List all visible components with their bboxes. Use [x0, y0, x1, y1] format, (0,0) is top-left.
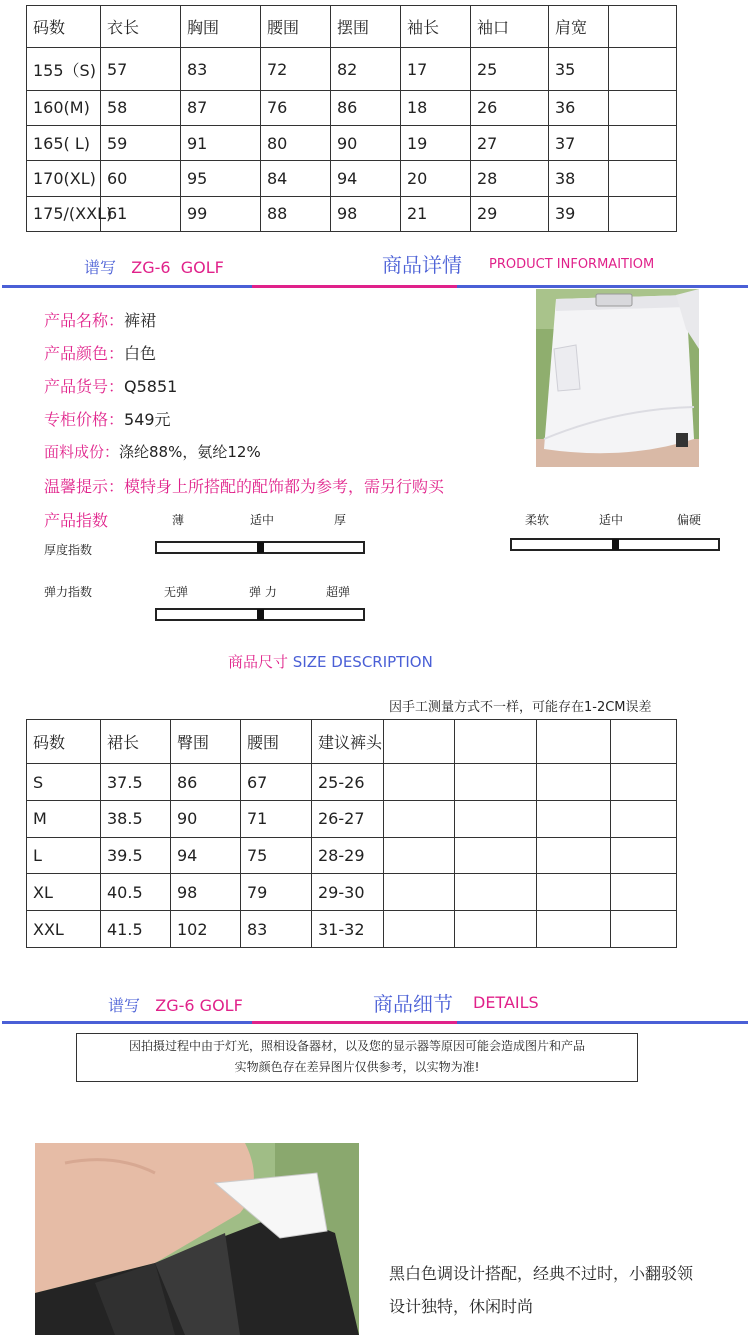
table-row	[27, 764, 677, 801]
thickness-knob	[257, 542, 264, 553]
elastic-label: 弹力指数	[44, 585, 93, 599]
table-header-row	[27, 720, 677, 764]
table-cell	[455, 764, 537, 801]
table-cell: 码数	[27, 6, 101, 48]
table-cell: 27	[471, 126, 549, 161]
size-section-title: 商品尺寸 SIZE DESCRIPTION	[228, 653, 433, 671]
table-cell: 91	[181, 126, 261, 161]
table-cell	[611, 874, 677, 911]
table-cell: 20	[401, 161, 471, 196]
table-cell: 26	[471, 90, 549, 125]
table-cell: 57	[101, 48, 181, 90]
table-cell: 41.5	[101, 911, 171, 948]
table-cell: 99	[181, 196, 261, 231]
table-cell	[455, 720, 537, 764]
table-row	[27, 800, 677, 837]
section-details-rule-right	[457, 1021, 748, 1024]
thickness-scale-low: 薄	[172, 513, 185, 527]
collar-detail-photo	[35, 1143, 359, 1335]
section-info-rule-right	[457, 285, 748, 288]
table-cell: 19	[401, 126, 471, 161]
table-cell: 腰围	[241, 720, 312, 764]
table-cell	[455, 874, 537, 911]
table-row	[27, 126, 677, 161]
table-cell: 76	[261, 90, 331, 125]
table-cell	[609, 6, 677, 48]
table-cell: 28	[471, 161, 549, 196]
section-info-rule-left	[2, 285, 252, 288]
index-title: 产品指数	[44, 511, 109, 530]
table-cell: 39.5	[101, 837, 171, 874]
table-cell: 94	[331, 161, 401, 196]
product-code-row: 产品货号：Q5851	[44, 377, 178, 396]
table-cell	[611, 720, 677, 764]
product-color-row: 产品颜色：白色	[44, 344, 157, 363]
table-cell: 26-27	[312, 800, 384, 837]
table-cell: 88	[261, 196, 331, 231]
table-cell	[384, 874, 455, 911]
table-cell	[611, 764, 677, 801]
table-cell: 175/(XXL)	[27, 196, 101, 231]
table-cell	[611, 911, 677, 948]
section-details-subtitle: DETAILS	[473, 993, 539, 1012]
table-cell: 61	[101, 196, 181, 231]
table-cell: 58	[101, 90, 181, 125]
table-cell: 21	[401, 196, 471, 231]
table-cell: 裙长	[101, 720, 171, 764]
table-row	[27, 911, 677, 948]
elastic-scale-low: 无弹	[164, 585, 189, 599]
table-cell: 84	[261, 161, 331, 196]
elastic-knob	[257, 609, 264, 620]
table-cell: XL	[27, 874, 101, 911]
table-cell: 35	[549, 48, 609, 90]
table-cell: M	[27, 800, 101, 837]
softness-knob	[612, 539, 619, 550]
section-details-title: 商品细节	[373, 992, 453, 1016]
table-cell	[537, 720, 611, 764]
table-cell: 102	[171, 911, 241, 948]
table-cell: 60	[101, 161, 181, 196]
product-tip: 温馨提示：模特身上所搭配的配饰都为参考，需另行购买	[44, 477, 445, 496]
elastic-scale-high: 超弹	[326, 585, 351, 599]
section-info-subtitle: PRODUCT INFORMAITIOM	[489, 257, 655, 272]
collar-illustration	[35, 1143, 359, 1335]
table-cell: 腰围	[261, 6, 331, 48]
measurement-note: 因手工测量方式不一样，可能存在1-2CM误差	[389, 700, 652, 715]
table-cell: 71	[241, 800, 312, 837]
table-cell	[384, 764, 455, 801]
table-cell: 码数	[27, 720, 101, 764]
table-cell: 75	[241, 837, 312, 874]
table-cell	[609, 161, 677, 196]
table-cell: 37.5	[101, 764, 171, 801]
table-cell	[609, 48, 677, 90]
table-row	[27, 196, 677, 231]
product-fabric-row: 面料成份：涤纶88%，氨纶12%	[44, 443, 261, 461]
table-cell: 17	[401, 48, 471, 90]
table-cell: 38	[549, 161, 609, 196]
section-info-brand: 谱写 ZG-6 GOLF	[84, 258, 224, 277]
disclaimer-line-2: 实物颜色存在差异图片仅供参考，以实物为准!	[234, 1060, 480, 1074]
product-price-row: 专柜价格：549元	[44, 410, 171, 429]
table-cell: 80	[261, 126, 331, 161]
table-cell: 165( L)	[27, 126, 101, 161]
table-cell: 170(XL)	[27, 161, 101, 196]
table-row	[27, 48, 677, 90]
table-cell	[609, 126, 677, 161]
table-cell	[609, 196, 677, 231]
elastic-bar	[155, 608, 365, 621]
section-info-rule-mid	[252, 285, 457, 288]
table-cell: 40.5	[101, 874, 171, 911]
table-cell: 82	[331, 48, 401, 90]
table-cell: 衣长	[101, 6, 181, 48]
table-cell: 90	[331, 126, 401, 161]
skirt-size-table	[26, 719, 677, 948]
thickness-label: 厚度指数	[44, 543, 93, 557]
table-cell: 160(M)	[27, 90, 101, 125]
table-cell: 79	[241, 874, 312, 911]
table-cell	[455, 837, 537, 874]
table-cell: 83	[181, 48, 261, 90]
elastic-scale-mid: 弹 力	[249, 585, 277, 599]
table-cell	[609, 90, 677, 125]
table-row	[27, 90, 677, 125]
table-cell: 29	[471, 196, 549, 231]
table-cell: 18	[401, 90, 471, 125]
table-row	[27, 837, 677, 874]
softness-scale-low: 柔软	[525, 513, 550, 527]
table-cell	[611, 800, 677, 837]
table-cell: 37	[549, 126, 609, 161]
softness-bar	[510, 538, 720, 551]
table-cell: 86	[171, 764, 241, 801]
table-header-row	[27, 6, 677, 48]
table-cell	[384, 800, 455, 837]
table-cell: 29-30	[312, 874, 384, 911]
section-details-rule-left	[2, 1021, 252, 1024]
table-cell: 25	[471, 48, 549, 90]
table-cell: 90	[171, 800, 241, 837]
table-cell	[455, 800, 537, 837]
table-cell: 肩宽	[549, 6, 609, 48]
thickness-scale-high: 厚	[334, 513, 347, 527]
table-cell: 72	[261, 48, 331, 90]
table-cell: 59	[101, 126, 181, 161]
skirt-illustration	[536, 289, 699, 467]
table-cell: 87	[181, 90, 261, 125]
disclaimer-line-1: 因拍摄过程中由于灯光，照相设备器材，以及您的显示器等原因可能会造成图片和产品	[128, 1039, 585, 1053]
product-name-row: 产品名称：裤裙	[44, 311, 157, 330]
table-cell: 28-29	[312, 837, 384, 874]
table-cell: 袖长	[401, 6, 471, 48]
table-cell: S	[27, 764, 101, 801]
table-cell: 36	[549, 90, 609, 125]
table-cell: 摆围	[331, 6, 401, 48]
softness-scale-mid: 适中	[599, 513, 624, 527]
table-cell	[537, 874, 611, 911]
detail-description-line-1: 黑白色调设计搭配，经典不过时，小翻驳领	[389, 1264, 694, 1283]
table-cell	[384, 911, 455, 948]
table-row	[27, 161, 677, 196]
table-cell: XXL	[27, 911, 101, 948]
table-cell: 袖口	[471, 6, 549, 48]
disclaimer-box	[76, 1033, 638, 1082]
section-details-brand: 谱写 ZG-6 GOLF	[108, 996, 243, 1015]
table-cell	[384, 837, 455, 874]
table-cell	[537, 911, 611, 948]
table-cell: 39	[549, 196, 609, 231]
table-cell: 94	[171, 837, 241, 874]
softness-scale-high: 偏硬	[677, 513, 702, 527]
table-cell: 67	[241, 764, 312, 801]
table-cell: 臀围	[171, 720, 241, 764]
table-cell	[537, 837, 611, 874]
thickness-bar	[155, 541, 365, 554]
table-row	[27, 874, 677, 911]
product-photo	[536, 289, 699, 467]
table-cell	[537, 764, 611, 801]
table-cell: 98	[331, 196, 401, 231]
table-cell: 38.5	[101, 800, 171, 837]
table-cell: 98	[171, 874, 241, 911]
table-cell: 31-32	[312, 911, 384, 948]
table-cell: 95	[181, 161, 261, 196]
top-size-table	[26, 5, 677, 232]
table-cell: 25-26	[312, 764, 384, 801]
table-cell	[455, 911, 537, 948]
section-info-title: 商品详情	[382, 253, 462, 277]
thickness-scale-mid: 适中	[250, 513, 275, 527]
table-cell: 建议裤头	[312, 720, 384, 764]
table-cell	[384, 720, 455, 764]
table-cell	[611, 837, 677, 874]
table-cell: 胸围	[181, 6, 261, 48]
table-cell: L	[27, 837, 101, 874]
detail-description-line-2: 设计独特，休闲时尚	[389, 1297, 534, 1316]
section-details-rule-mid	[252, 1021, 457, 1024]
table-cell: 86	[331, 90, 401, 125]
table-cell	[537, 800, 611, 837]
table-cell: 83	[241, 911, 312, 948]
table-cell: 155（S)	[27, 48, 101, 90]
